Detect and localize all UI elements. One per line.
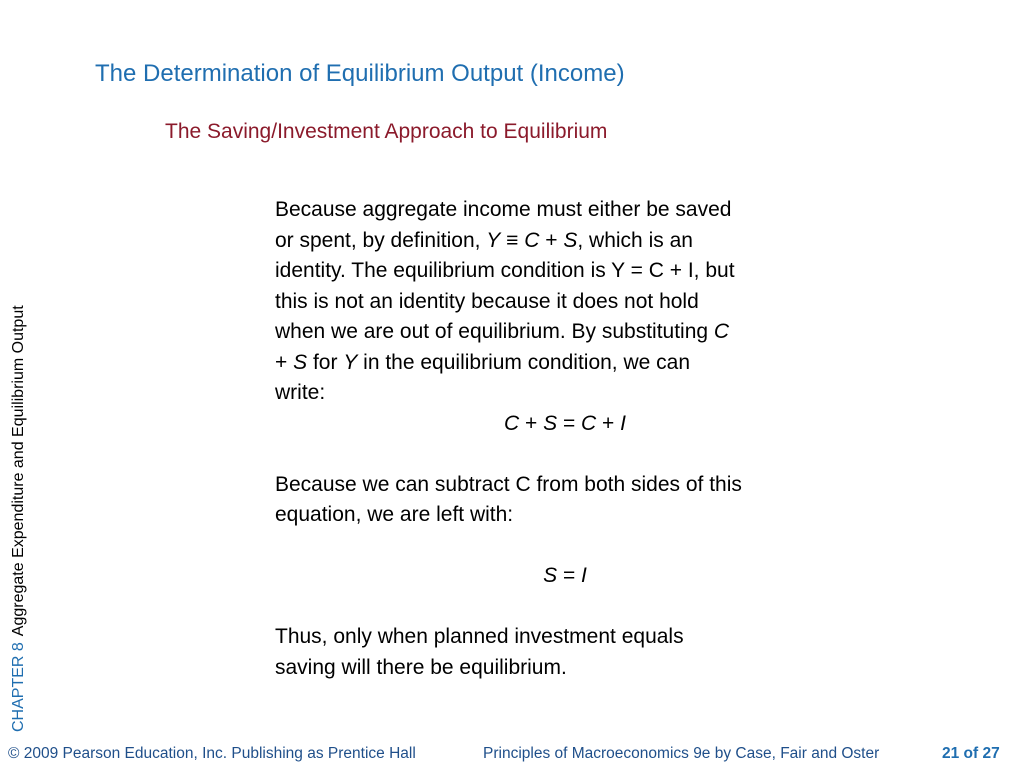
body-line: [275, 256, 850, 287]
text: write:: [275, 381, 326, 404]
var-c: C: [713, 320, 730, 343]
body-line: [275, 317, 850, 348]
text: for: [307, 350, 344, 374]
footer-book-title: Principles of Macroeconomics 9e by Case, Fair and Oster: [483, 745, 880, 762]
var-i: I: [620, 411, 626, 435]
plus: +: [596, 411, 621, 435]
body-line: [275, 226, 850, 257]
text: this is not an identity because it does not hold: [275, 289, 699, 313]
equation-c-plus-s: [275, 409, 850, 440]
body-line: [275, 653, 850, 684]
equals: =: [557, 411, 582, 435]
identity-symbol: ≡: [500, 228, 525, 252]
text: in the equilibrium condition, we can: [357, 350, 691, 374]
var-s: S: [543, 411, 558, 435]
plus: +: [539, 228, 564, 252]
body-line: [275, 378, 850, 409]
plus: +: [519, 411, 544, 435]
chapter-title: Aggregate Expenditure and Equilibrium Output: [10, 305, 27, 637]
text: identity. The equilibrium condition is Y = C + I, but: [275, 259, 735, 282]
equation-s-equals-i: [275, 561, 850, 592]
chapter-side-label: [10, 305, 28, 732]
plus: +: [275, 350, 294, 374]
var-c: C: [524, 228, 540, 252]
body-line: [275, 287, 850, 318]
spacer: [275, 439, 850, 470]
var-y: Y: [486, 228, 501, 252]
text: or spent, by definition,: [275, 228, 487, 252]
text: Thus, only when planned investment equals: [275, 625, 684, 648]
slide-subtitle: The Saving/Investment Approach to Equilibrium: [165, 120, 608, 143]
var-c: C: [581, 411, 597, 435]
var-s: S: [543, 564, 558, 587]
spacer: [275, 531, 850, 562]
body-line: [275, 470, 850, 501]
text: equation, we are left with:: [275, 503, 514, 526]
text: , which is an: [577, 228, 693, 252]
var-c: C: [503, 411, 520, 435]
body-line: [275, 348, 850, 379]
var-i: I: [581, 564, 587, 587]
var-s: S: [563, 228, 578, 252]
slide-body: [275, 195, 850, 683]
footer-page-number: 21 of 27: [942, 745, 1000, 762]
text: saving will there be equilibrium.: [275, 655, 567, 679]
chapter-number: CHAPTER 8: [10, 642, 27, 732]
body-line: [275, 195, 850, 226]
body-line: [275, 622, 850, 653]
body-line: [275, 500, 850, 531]
var-y: Y: [343, 350, 358, 374]
var-s: S: [293, 350, 308, 374]
spacer: [275, 592, 850, 623]
text: Because we can subtract C from both sides of this: [275, 472, 742, 496]
equals: =: [557, 564, 582, 587]
footer-copyright: © 2009 Pearson Education, Inc. Publishing as Prentice Hall: [8, 745, 416, 762]
text: when we are out of equilibrium. By substituting: [275, 320, 714, 343]
slide-title: The Determination of Equilibrium Output (Income): [95, 60, 625, 87]
text: Because aggregate income must either be saved: [275, 198, 732, 221]
